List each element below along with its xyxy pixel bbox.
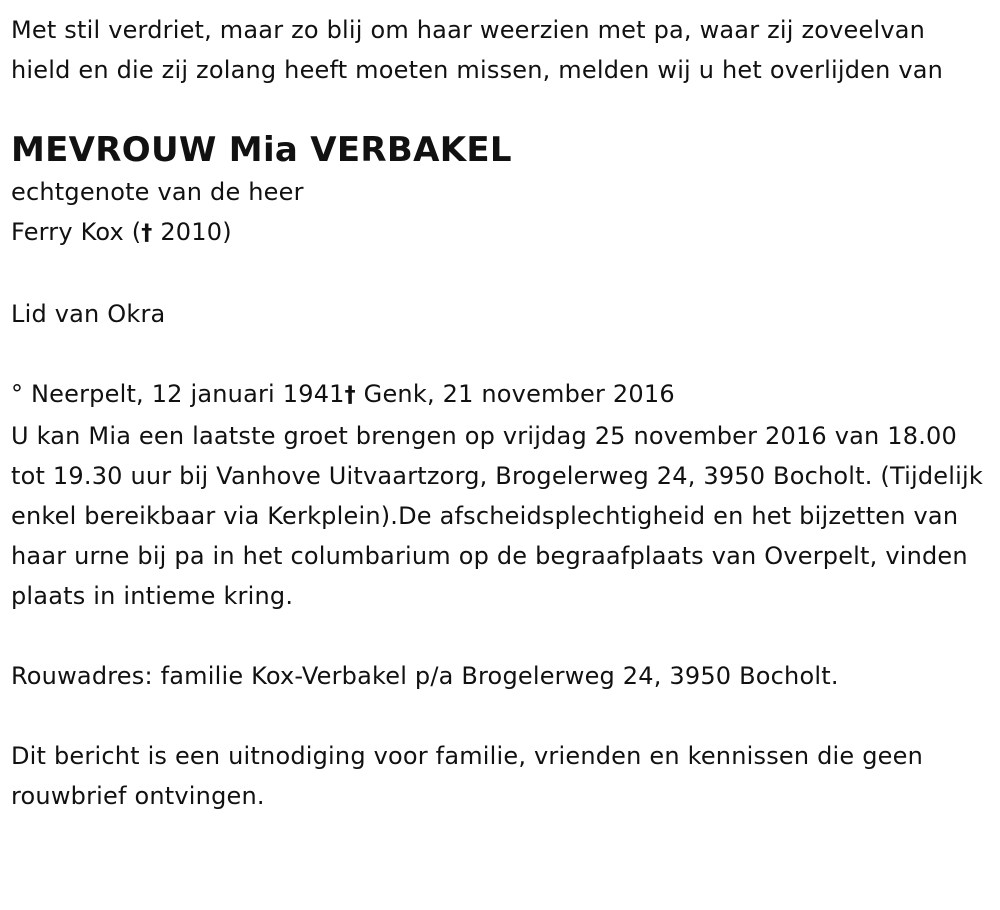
closing-text: Dit bericht is een uitnodiging voor familie, vrienden en kennissen die geen rouwbrief ontvingen. — [11, 742, 923, 810]
spacer — [11, 334, 991, 374]
spacer — [11, 696, 991, 736]
service-details: U kan Mia een laatste groet brengen op vrijdag 25 november 2016 van 18.00 tot 19.30 uur bij Vanhove Uitvaartzorg, Brogelerweg 24, 3950 Bocholt. (Tijdelijk enkel bereikbaar via Kerkplein).De afscheidsplechtigheid en het bijzetten van haar urne bij pa in het columbarium op de begraafplaats van Overpelt, vinden plaats in intieme kring. — [11, 422, 983, 610]
obituary-notice — [11, 10, 991, 816]
membership-text: Lid van Okra — [11, 300, 166, 328]
spacer — [11, 90, 991, 124]
intro-text: Met stil verdriet, maar zo blij om haar weerzien met pa, waar zij zoveelvan hield en die zij zolang heeft moeten missen, melden wij u het overlijden van — [11, 16, 944, 84]
deceased-name: MEVROUW Mia VERBAKEL — [11, 130, 512, 170]
spouse-line: echtgenote van de heer — [11, 178, 304, 206]
death-info: Genk, 21 november 2016 — [355, 380, 675, 408]
cross-icon: † — [141, 221, 153, 246]
mourning-address: Rouwadres: familie Kox-Verbakel p/a Brogelerweg 24, 3950 Bocholt. — [11, 662, 839, 690]
spacer — [11, 254, 991, 294]
spouse-name: Ferry Kox ( — [11, 218, 142, 246]
birth-death-line — [11, 374, 991, 416]
spouse-death-year: 2010) — [152, 218, 232, 246]
spacer — [11, 616, 991, 656]
birth-info: ° Neerpelt, 12 januari 1941 — [11, 380, 345, 408]
cross-icon: † — [344, 383, 356, 408]
spouse-name-line — [11, 212, 991, 254]
